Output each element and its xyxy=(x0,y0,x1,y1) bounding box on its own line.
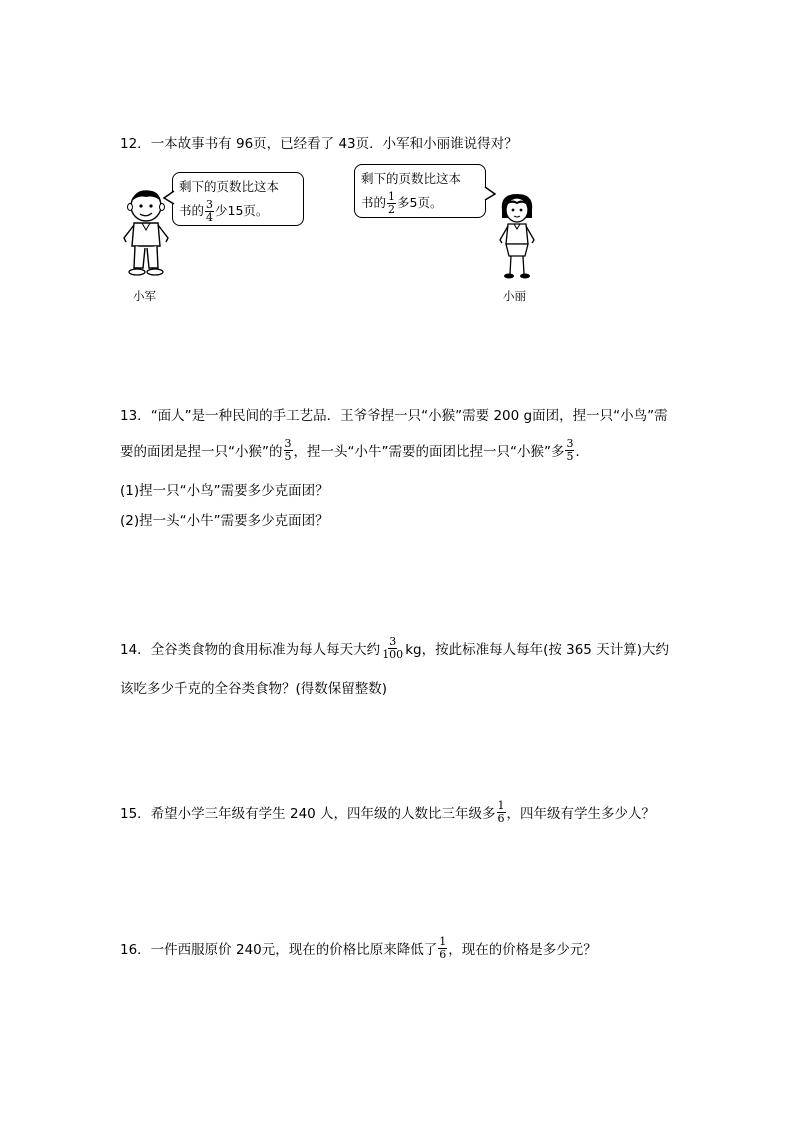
q13-line2 xyxy=(120,438,589,462)
q16-fraction xyxy=(438,936,447,960)
xiaoli-speech-bubble xyxy=(354,164,486,218)
q16-fraction-numerator: 1 xyxy=(439,935,447,948)
xiaoli-bubble-line1: 剩下的页数比这本 xyxy=(361,171,462,186)
xiaoli-bubble-line2-post: 多5页。 xyxy=(397,195,443,211)
q13-text-line1: “面人”是一种民间的手工艺品．王爷爷捏一只“小猴”需要 200 g面团，捏一只“小鸟”需 xyxy=(150,408,668,424)
q14-fraction-denominator: 100 xyxy=(382,647,404,661)
xiaoli-fraction-denominator: 2 xyxy=(388,202,396,216)
q13-fraction-2-numerator: 3 xyxy=(566,437,574,450)
q15-fraction xyxy=(497,800,506,824)
q14-line1 xyxy=(120,636,669,660)
q13-fraction-2-denominator: 5 xyxy=(566,449,574,463)
xiaoli-illustration xyxy=(494,190,540,282)
q13-fraction-2 xyxy=(565,438,574,462)
q13-line1 xyxy=(120,404,668,424)
q13-sub1 xyxy=(120,479,329,499)
q16-text-b: ，现在的价格是多少元？ xyxy=(448,942,597,959)
q13-number: 13． xyxy=(120,408,151,424)
xiaojun-fraction-denominator: 4 xyxy=(206,210,214,224)
q12-text: 一本故事书有 96页，已经看了 43页．小军和小丽谁说得对？ xyxy=(150,136,518,152)
q13-text-line2-b: ，捏一头“小牛”需要的面团比捏一只“小猴”多 xyxy=(293,444,565,461)
q14-text-line2: 该吃多少千克的全谷类食物？(得数保留整数) xyxy=(120,681,388,697)
q15-text-b: ，四年级有学生多少人？ xyxy=(506,806,656,823)
xiaojun-fraction-numerator: 3 xyxy=(206,198,214,211)
q13-sub-question-1: (1)捏一只“小鸟”需要多少克面团？ xyxy=(120,483,329,499)
q13-text-line2-a: 要的面团是捏一只“小猴”的 xyxy=(120,444,283,461)
q12-number: 12． xyxy=(120,136,151,152)
xiaojun-speech-bubble xyxy=(172,172,304,226)
q16-text-a: 一件西服原价 240元，现在的价格比原来降低了 xyxy=(150,942,438,959)
q13-text-line2-c: ． xyxy=(575,444,589,461)
q12-line xyxy=(120,132,518,152)
q13-fraction-1 xyxy=(284,438,293,462)
q16-number: 16． xyxy=(120,942,151,959)
xiaoli-caption: 小丽 xyxy=(503,289,526,303)
xiaojun-fraction xyxy=(205,199,214,223)
xiaojun-bubble-line2-post: 少15页。 xyxy=(215,203,269,219)
q14-text-line1-a: 全谷类食物的食用标准为每人每天大约 xyxy=(150,642,381,659)
xiaojun-caption: 小军 xyxy=(133,289,156,303)
q14-text-line1-b: kg，按此标准每人每年(按 365 天计算)大约 xyxy=(405,642,669,659)
q13-sub2 xyxy=(120,509,329,529)
q13-sub-question-2: (2)捏一头“小牛”需要多少克面团？ xyxy=(120,513,329,529)
q16-fraction-denominator: 6 xyxy=(439,947,447,961)
xiaoli-fraction xyxy=(387,191,396,215)
q15-number: 15． xyxy=(120,806,151,823)
q14-fraction-numerator: 3 xyxy=(389,635,397,648)
xiaojun-bubble-tail xyxy=(163,190,175,206)
q14-number: 14． xyxy=(120,642,151,659)
q15-text-a: 希望小学三年级有学生 240 人，四年级的人数比三年级多 xyxy=(150,806,496,823)
xiaoli-bubble-line2-pre: 书的 xyxy=(361,195,387,211)
q15-line xyxy=(120,800,655,824)
xiaojun-bubble-line2-pre: 书的 xyxy=(179,203,205,219)
xiaoli-fraction-numerator: 1 xyxy=(388,190,396,203)
q14-line2 xyxy=(120,677,387,697)
xiaojun-bubble-line1: 剩下的页数比这本 xyxy=(179,179,280,194)
q15-fraction-denominator: 6 xyxy=(497,811,505,825)
q13-fraction-1-numerator: 3 xyxy=(284,437,292,450)
q14-fraction xyxy=(381,636,404,660)
q15-fraction-numerator: 1 xyxy=(497,799,505,812)
q16-line xyxy=(120,936,597,960)
q13-fraction-1-denominator: 5 xyxy=(284,449,292,463)
